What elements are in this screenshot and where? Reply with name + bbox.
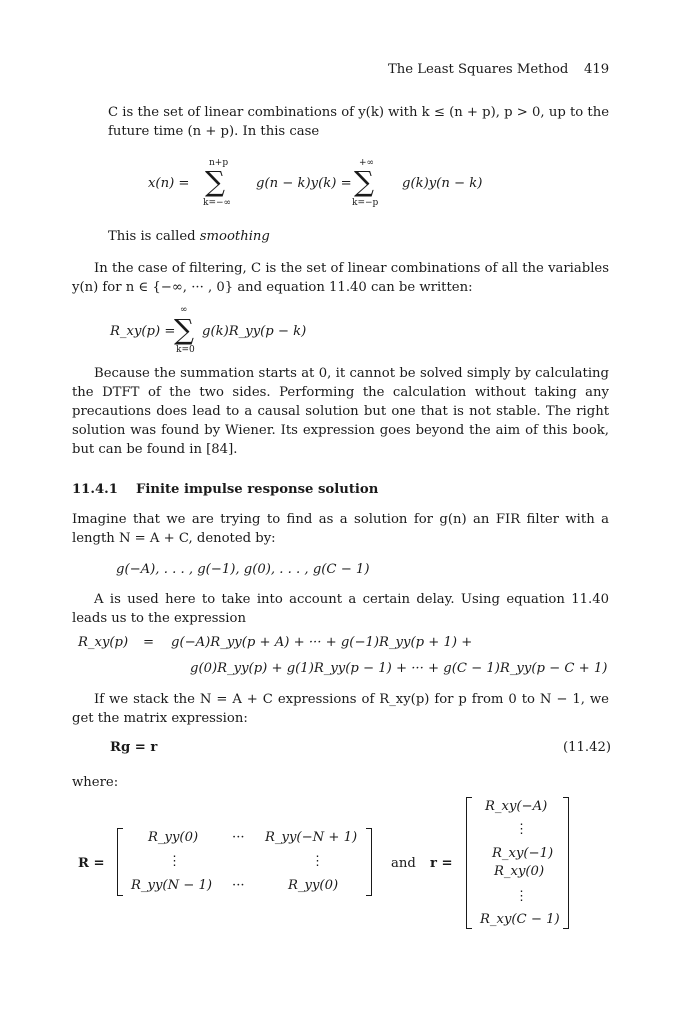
section-number: 11.4.1 (72, 482, 118, 497)
and-label: and (391, 856, 416, 871)
paragraph-6: A is used here to take into account a certain delay. Using equation 11.40 leads us to the expression (72, 592, 609, 626)
eq2-lhs: R_xy(p) = (110, 324, 176, 339)
matrix-R-left-bracket (117, 828, 123, 896)
matrix-R-r1c3: R_yy(−N + 1) (265, 830, 358, 845)
eq2-rhs: g(k)R_yy(p − k) (202, 324, 307, 339)
vector-r-left-bracket (466, 797, 472, 929)
matrix-R-r3c2: ··· (232, 878, 245, 893)
vector-r-v6: R_xy(C − 1) (480, 912, 560, 927)
sum-symbol-1: ∑ (205, 165, 225, 198)
where-label: where: (72, 775, 119, 790)
eq4-equals: = (143, 635, 155, 650)
eq1-sum1-top: n+p (209, 158, 229, 168)
matrix-R-r3c3: R_yy(0) (288, 878, 339, 893)
matrix-R-r2c3: ⋮ (311, 854, 325, 869)
eq4-lhs: R_xy(p) (78, 635, 129, 650)
eq5-expression: Rg = r (110, 740, 158, 755)
sum-symbol-2: ∑ (354, 165, 374, 198)
eq1-term2: g(k)y(n − k) (402, 176, 483, 191)
vector-r-label: r = (430, 856, 453, 871)
equation-number: (11.42) (563, 740, 612, 755)
paragraph-4: Because the summation starts at 0, it cannot be solved simply by calculating the DTFT of the two sides. Performing the calculation without taking any precautions does lead to a causal solution but one that is not stable. The right solution was found by Wiener. Its expression goes beyond the aim of this book, but can be found in [84]. (72, 366, 609, 457)
matrix-R-r1c2: ··· (232, 830, 245, 845)
eq1-sum1-bottom: k=−∞ (203, 198, 232, 208)
vector-r-v2: ⋮ (515, 822, 529, 837)
eq2-sum-bottom: k=0 (176, 345, 195, 355)
eq4-line2: g(0)R_yy(p) + g(1)R_yy(p − 1) + ··· + g(C − 1)R_yy(p − C + 1) (190, 661, 608, 676)
vector-r-v4: R_xy(0) (494, 864, 545, 879)
vector-r-v5: ⋮ (515, 889, 529, 904)
matrix-R-r2c1: ⋮ (168, 854, 182, 869)
paragraph-2 (108, 227, 270, 246)
matrix-R-right-bracket (366, 828, 372, 896)
eq1-term1: g(n − k)y(k) = (256, 176, 352, 191)
eq1-lhs: x(n) = (148, 176, 190, 191)
section-title: Finite impulse response solution (136, 482, 379, 497)
paragraph-1: C is the set of linear combinations of y(k) with k ≤ (n + p), p > 0, up to the future time (n + p). In this case (108, 105, 609, 139)
vector-r-v3: R_xy(−1) (492, 846, 554, 861)
paragraph-7: If we stack the N = A + C expressions of R_xy(p) for p from 0 to N − 1, we get the matrix expression: (72, 692, 609, 726)
eq1-sum2-bottom: k=−p (352, 198, 379, 208)
sum-symbol-3: ∑ (174, 313, 194, 346)
page-number: 419 (584, 62, 610, 77)
smoothing-term: smoothing (199, 229, 270, 244)
vector-r-right-bracket (563, 797, 569, 929)
eq2-sum-top: ∞ (180, 305, 188, 315)
matrix-R-r1c1: R_yy(0) (148, 830, 199, 845)
running-title: The Least Squares Method (388, 62, 569, 77)
paragraph-5: Imagine that we are trying to find as a solution for g(n) an FIR filter with a length N = A + C, denoted by: (72, 512, 609, 546)
matrix-R-label: R = (78, 856, 105, 871)
vector-r-v1: R_xy(−A) (485, 799, 548, 814)
eq4-line1: g(−A)R_yy(p + A) + ··· + g(−1)R_yy(p + 1) + (171, 635, 473, 650)
eq3-coefficients: g(−A), . . . , g(−1), g(0), . . . , g(C − 1) (116, 562, 370, 577)
paragraph-2-text: This is called (108, 229, 200, 244)
matrix-R-r3c1: R_yy(N − 1) (131, 878, 213, 893)
paragraph-3: In the case of filtering, C is the set of linear combinations of all the variables y(n) for n ∈ {−∞, ··· , 0} and equation 11.40 can be written: (72, 261, 609, 295)
eq1-sum2-top: +∞ (359, 158, 375, 168)
